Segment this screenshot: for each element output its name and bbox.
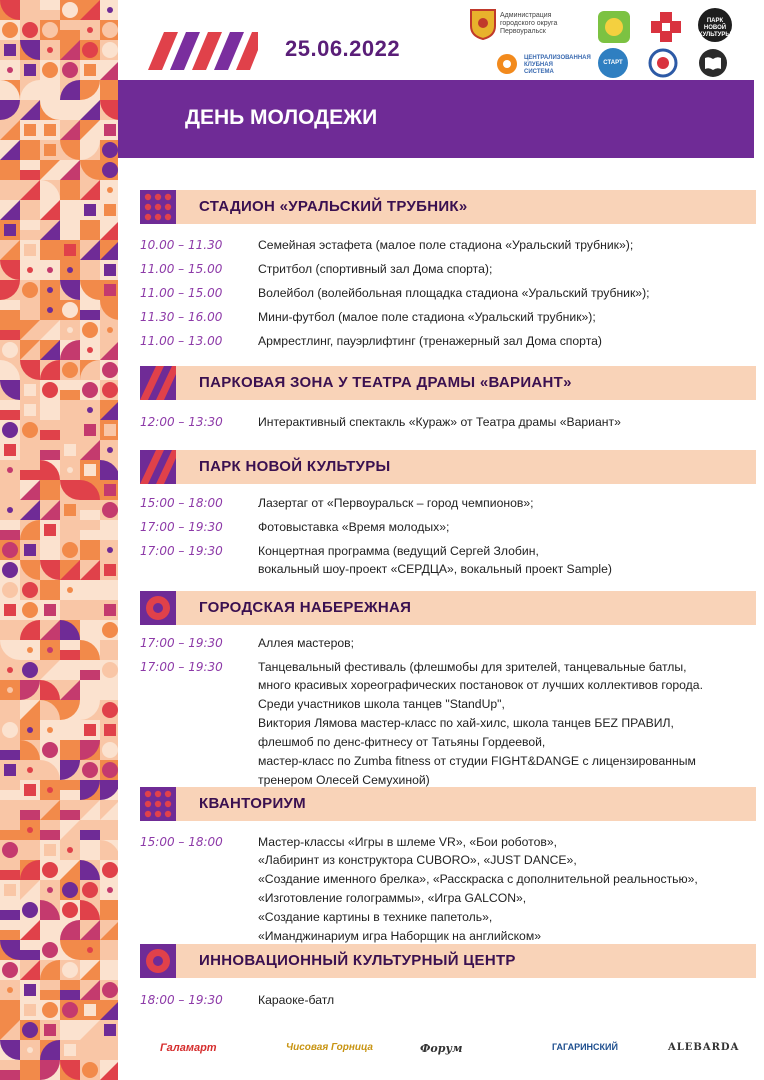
pattern-shape xyxy=(87,947,93,953)
pattern-shape xyxy=(104,1024,116,1036)
event-description: Мастер-классы «Игры в шлеме VR», «Бои роботов», xyxy=(258,835,558,849)
event-description: Лазертаг от «Первоуральск – город чемпионов»; xyxy=(258,496,534,510)
pattern-shape xyxy=(87,347,93,353)
pattern-shape xyxy=(47,307,53,313)
event-description: Армрестлинг, пауэрлифтинг (тренажерный зал Дома спорта) xyxy=(258,334,602,348)
pattern-shape xyxy=(62,182,78,198)
pattern-shape xyxy=(20,950,40,960)
pattern-shape xyxy=(84,424,96,436)
pattern-shape xyxy=(82,42,98,58)
pattern-shape xyxy=(80,690,100,700)
event-row xyxy=(140,413,621,431)
city-emblem-icon xyxy=(468,8,498,40)
pattern-shape xyxy=(87,27,93,33)
event-description: Стритбол (спортивный зал Дома спорта); xyxy=(258,262,493,276)
sponsor-logo: Форум xyxy=(420,1042,463,1055)
pattern-shape xyxy=(4,704,16,716)
pattern-shape xyxy=(27,727,33,733)
pattern-shape xyxy=(80,670,100,680)
event-description: Фотовыставка «Время молодых»; xyxy=(258,520,450,534)
stripe-graphic xyxy=(148,32,258,70)
section-title: ПАРКОВАЯ ЗОНА У ТЕАТРА ДРАМЫ «ВАРИАНТ» xyxy=(199,374,572,391)
emblem-round-icon xyxy=(648,48,678,78)
pattern-shape xyxy=(60,30,80,40)
section-icon xyxy=(140,787,176,821)
event-time: 12:00 – 13:30 xyxy=(140,415,223,429)
event-description-line: много красивых хореографических постановок от лучших коллективов города. xyxy=(258,678,703,692)
pattern-shape xyxy=(64,444,76,456)
section-title: ГОРОДСКАЯ НАБЕРЕЖНАЯ xyxy=(199,599,412,616)
pattern-shape xyxy=(82,882,98,898)
sponsor-logo: Чисовая Горница xyxy=(286,1042,373,1053)
pattern-shape xyxy=(2,482,18,498)
pattern-shape xyxy=(104,524,116,536)
pattern-shape xyxy=(107,547,113,553)
pattern-shape xyxy=(60,390,80,400)
pattern-shape xyxy=(20,470,40,480)
pattern-shape xyxy=(102,742,118,758)
event-row xyxy=(140,518,449,536)
pattern-shape xyxy=(47,787,53,793)
event-time: 11.00 – 13.00 xyxy=(140,334,223,348)
event-description: Аллея мастеров; xyxy=(258,636,355,650)
pattern-shape xyxy=(22,22,38,38)
pattern-shape xyxy=(27,267,33,273)
event-row xyxy=(140,494,534,512)
pattern-shape xyxy=(0,410,20,420)
pattern-shape xyxy=(0,870,20,880)
pattern-shape xyxy=(67,847,73,853)
event-description-line: «Создание картины в технике папетоль», xyxy=(258,910,493,924)
event-time: 15:00 – 18:00 xyxy=(140,835,223,849)
pattern-shape xyxy=(84,464,96,476)
pattern-shape xyxy=(47,47,53,53)
pattern-shape xyxy=(104,724,116,736)
pattern-shape xyxy=(42,82,58,98)
pattern-shape xyxy=(2,722,18,738)
pattern-shape xyxy=(22,662,38,678)
event-row xyxy=(140,658,687,676)
pattern-shape xyxy=(7,67,13,73)
event-description-line: «Создание именного брелка», «Расскраска с дополнительной реальностью», xyxy=(258,872,698,886)
pattern-shape xyxy=(27,647,33,653)
pattern-shape xyxy=(104,604,116,616)
event-row xyxy=(140,284,650,302)
pattern-shape xyxy=(47,887,53,893)
section-header-5 xyxy=(140,787,756,821)
section-title: СТАДИОН «УРАЛЬСКИЙ ТРУБНИК» xyxy=(199,198,468,215)
cross-logo-icon xyxy=(648,10,684,44)
event-description: Волейбол (волейбольная площадка стадиона «Уральский трубник»); xyxy=(258,286,650,300)
pattern-shape xyxy=(22,582,38,598)
pattern-shape xyxy=(24,64,36,76)
event-row xyxy=(140,308,596,326)
pattern-shape xyxy=(40,410,60,420)
pattern-shape xyxy=(64,204,76,216)
pattern-shape xyxy=(24,244,36,256)
pattern-shape xyxy=(67,467,73,473)
pattern-shape xyxy=(104,264,116,276)
pattern-shape xyxy=(84,724,96,736)
pattern-shape xyxy=(42,1002,58,1018)
pattern-shape xyxy=(20,810,40,820)
event-description-line: мастер-класс по Zumba fitness от студии FIGHT&DANGE с лицензированным xyxy=(258,754,696,768)
pattern-shape xyxy=(0,930,20,940)
pattern-shape xyxy=(104,424,116,436)
pattern-shape xyxy=(102,982,118,998)
pattern-shape xyxy=(7,467,13,473)
pattern-shape xyxy=(47,287,53,293)
pattern-shape xyxy=(62,2,78,18)
section-header-1 xyxy=(140,190,756,224)
section-header-6 xyxy=(140,944,756,978)
decorative-pattern xyxy=(0,0,118,1080)
pattern-shape xyxy=(4,44,16,56)
pattern-shape xyxy=(40,450,60,460)
section-title: ПАРК НОВОЙ КУЛЬТУРЫ xyxy=(199,458,391,475)
event-time: 17:00 – 19:30 xyxy=(140,636,223,650)
pattern-shape xyxy=(102,382,118,398)
pattern-shape xyxy=(40,990,60,1000)
pattern-shape xyxy=(80,310,100,320)
pattern-shape xyxy=(102,662,118,678)
event-date: 25.06.2022 xyxy=(285,36,401,61)
page-title: ДЕНЬ МОЛОДЕЖИ xyxy=(185,106,378,129)
event-time: 11.30 – 16.00 xyxy=(140,310,223,324)
pattern-shape xyxy=(7,987,13,993)
section-icon xyxy=(140,366,176,400)
event-time: 18:00 – 19:30 xyxy=(140,993,223,1007)
pattern-shape xyxy=(4,444,16,456)
pattern-shape xyxy=(24,384,36,396)
pattern-shape xyxy=(104,284,116,296)
pattern-shape xyxy=(2,562,18,578)
pattern-shape xyxy=(62,62,78,78)
pattern-shape xyxy=(20,210,40,220)
pattern-shape xyxy=(104,124,116,136)
pattern-shape xyxy=(60,990,80,1000)
event-time: 11.00 – 15.00 xyxy=(140,262,223,276)
pattern-shape xyxy=(7,667,13,673)
sponsor-logo: ALEBARDA xyxy=(668,1042,740,1053)
event-row xyxy=(140,332,602,350)
youth-logo-icon xyxy=(597,10,631,44)
pattern-shape xyxy=(0,830,20,840)
event-description-line: «Лабиринт из конструктора CUBORO», «JUST DANCE», xyxy=(258,853,577,867)
event-description-line: флешмоб по денс-фитнесу от Татьяны Гордеевой, xyxy=(258,735,546,749)
pattern-shape xyxy=(84,64,96,76)
pattern-shape xyxy=(0,750,20,760)
pattern-shape xyxy=(7,687,13,693)
pattern-shape xyxy=(80,830,100,840)
pattern-shape xyxy=(44,1024,56,1036)
pattern-shape xyxy=(42,942,58,958)
pattern-shape xyxy=(2,542,18,558)
pattern-shape xyxy=(22,422,38,438)
section-header-4 xyxy=(140,591,756,625)
pattern-shape xyxy=(24,544,36,556)
pattern-shape xyxy=(40,430,60,440)
pattern-shape xyxy=(107,327,113,333)
pattern-shape xyxy=(67,727,73,733)
pattern-shape xyxy=(104,484,116,496)
pattern-shape xyxy=(67,107,73,113)
pattern-shape xyxy=(42,742,58,758)
pattern-shape xyxy=(67,327,73,333)
section-icon xyxy=(140,450,176,484)
pattern-shape xyxy=(4,884,16,896)
pattern-shape xyxy=(62,302,78,318)
event-time: 17:00 – 19:30 xyxy=(140,520,223,534)
pattern-shape xyxy=(87,407,93,413)
pattern-shape xyxy=(24,404,36,416)
pattern-shape xyxy=(24,144,36,156)
pattern-shape xyxy=(47,647,53,653)
event-description-line: Среди участников школа танцев "StandUp", xyxy=(258,697,505,711)
pattern-shape xyxy=(62,962,78,978)
pattern-shape xyxy=(22,902,38,918)
pattern-shape xyxy=(4,604,16,616)
pattern-shape xyxy=(67,267,73,273)
event-description-line: «Иманджинариум игра Наборщик на английском» xyxy=(258,929,541,943)
pattern-shape xyxy=(62,882,78,898)
pattern-shape xyxy=(24,784,36,796)
pattern-shape xyxy=(24,984,36,996)
pattern-shape xyxy=(20,850,40,860)
pattern-shape xyxy=(102,702,118,718)
pattern-shape xyxy=(104,1044,116,1056)
pattern-shape xyxy=(24,1004,36,1016)
pattern-shape xyxy=(47,267,53,273)
section-icon xyxy=(140,944,176,978)
pattern-shape xyxy=(64,244,76,256)
event-row xyxy=(140,833,557,851)
pattern-shape xyxy=(80,510,100,520)
event-description-line: вокальный шоу-проект «СЕРДЦА», вокальный проект Sample) xyxy=(258,562,612,576)
event-row xyxy=(140,236,633,254)
pattern-shape xyxy=(62,542,78,558)
pattern-shape xyxy=(62,362,78,378)
pattern-shape xyxy=(40,830,60,840)
pattern-shape xyxy=(40,10,60,20)
pattern-shape xyxy=(42,62,58,78)
event-description-line: «Изготовление голограммы», «Игра GALCON», xyxy=(258,891,527,905)
pattern-shape xyxy=(82,382,98,398)
pattern-shape xyxy=(42,862,58,878)
pattern-shape xyxy=(0,910,20,920)
pattern-shape xyxy=(102,162,118,178)
pattern-shape xyxy=(82,762,98,778)
pattern-shape xyxy=(102,22,118,38)
pattern-shape xyxy=(62,1002,78,1018)
pattern-shape xyxy=(0,530,20,540)
pattern-shape xyxy=(64,504,76,516)
pattern-shape xyxy=(100,590,118,600)
pattern-shape xyxy=(22,282,38,298)
sponsor-logo: ГАГАРИНСКИЙ xyxy=(552,1042,618,1052)
pattern-shape xyxy=(102,622,118,638)
pattern-shape xyxy=(4,764,16,776)
section-title: КВАНТОРИУМ xyxy=(199,795,306,812)
pattern-shape xyxy=(7,507,13,513)
pattern-shape xyxy=(44,844,56,856)
sponsor-logo: Галамарт xyxy=(160,1042,217,1054)
pattern-shape xyxy=(82,1062,98,1078)
pattern-shape xyxy=(62,522,78,538)
pattern-shape xyxy=(0,790,20,800)
pattern-shape xyxy=(60,810,80,820)
section-icon xyxy=(140,591,176,625)
pattern-shape xyxy=(20,230,40,240)
pattern-shape xyxy=(2,342,18,358)
section-header-2 xyxy=(140,366,756,400)
pattern-shape xyxy=(107,7,113,13)
pattern-shape xyxy=(2,22,18,38)
pattern-shape xyxy=(44,524,56,536)
pattern-shape xyxy=(84,204,96,216)
pattern-shape xyxy=(104,204,116,216)
pattern-shape xyxy=(0,1070,20,1080)
event-description: Караоке-батл xyxy=(258,993,335,1007)
pattern-shape xyxy=(60,650,80,660)
pattern-shape xyxy=(102,142,118,158)
event-description: Интерактивный спектакль «Кураж» от Театра драмы «Вариант» xyxy=(258,415,621,429)
pattern-shape xyxy=(4,224,16,236)
event-description: Мини-футбол (малое поле стадиона «Уральский трубник»); xyxy=(258,310,596,324)
pattern-shape xyxy=(82,322,98,338)
pattern-shape xyxy=(107,187,113,193)
section-header-3 xyxy=(140,450,756,484)
pattern-shape xyxy=(42,382,58,398)
pattern-shape xyxy=(104,564,116,576)
event-description: Семейная эстафета (малое поле стадиона «Уральский трубник»); xyxy=(258,238,634,252)
event-row xyxy=(140,260,492,278)
event-row xyxy=(140,634,354,652)
pattern-shape xyxy=(20,170,40,180)
pattern-shape xyxy=(62,902,78,918)
event-time: 11.00 – 15.00 xyxy=(140,286,223,300)
event-description-line: Виктория Лямова мастер-класс по хай-хилс, школа танцев БЕZ ПРАВИЛ, xyxy=(258,716,674,730)
pattern-shape xyxy=(80,530,100,540)
park-logo-text: ПАРК НОВОЙ КУЛЬТУРЫ xyxy=(698,18,732,38)
pattern-shape xyxy=(67,227,73,233)
pattern-shape xyxy=(60,410,80,420)
pattern-shape xyxy=(67,587,73,593)
pattern-shape xyxy=(44,144,56,156)
pattern-shape xyxy=(64,1044,76,1056)
pattern-shape xyxy=(102,862,118,878)
event-time: 17:00 – 19:30 xyxy=(140,660,223,674)
pattern-shape xyxy=(2,962,18,978)
pattern-shape xyxy=(102,502,118,518)
book-logo-icon xyxy=(698,48,728,78)
pattern-shape xyxy=(2,582,18,598)
pattern-shape xyxy=(27,7,33,13)
section-icon xyxy=(140,190,176,224)
pattern-shape xyxy=(2,422,18,438)
pattern-shape xyxy=(42,582,58,598)
event-time: 15:00 – 18:00 xyxy=(140,496,223,510)
pattern-shape xyxy=(22,1022,38,1038)
pattern-shape xyxy=(107,447,113,453)
pattern-shape xyxy=(2,842,18,858)
pattern-shape xyxy=(64,744,76,756)
pattern-shape xyxy=(84,1004,96,1016)
admin-logo-text: Администрация городского округа Первоуральск xyxy=(500,12,558,35)
start-logo xyxy=(598,48,628,78)
pattern-shape xyxy=(44,124,56,136)
start-logo-text: СТАРТ xyxy=(603,60,623,66)
club-logo-icon xyxy=(494,52,520,76)
event-description: Танцевальный фестиваль (флешмобы для зрителей, танцевальные батлы, xyxy=(258,660,687,674)
pattern-shape xyxy=(87,227,93,233)
pattern-shape xyxy=(47,727,53,733)
event-time: 17:00 – 19:30 xyxy=(140,544,223,558)
pattern-shape xyxy=(107,967,113,973)
pattern-shape xyxy=(27,767,33,773)
pattern-shape xyxy=(102,362,118,378)
pattern-shape xyxy=(0,330,20,340)
pattern-shape xyxy=(27,1047,33,1053)
pattern-shape xyxy=(102,762,118,778)
event-description-line: тренером Олесей Семухиной) xyxy=(258,773,430,787)
event-row xyxy=(140,991,334,1009)
pattern-shape xyxy=(0,310,20,320)
pattern-shape xyxy=(24,124,36,136)
pattern-shape xyxy=(0,630,20,640)
pattern-shape xyxy=(42,22,58,38)
pattern-shape xyxy=(22,302,38,318)
pattern-shape xyxy=(102,42,118,58)
pattern-shape xyxy=(27,827,33,833)
event-row xyxy=(140,542,539,560)
event-description: Концертная программа (ведущий Сергей Злобин, xyxy=(258,544,539,558)
pattern-shape xyxy=(60,790,80,800)
section-title: ИННОВАЦИОННЫЙ КУЛЬТУРНЫЙ ЦЕНТР xyxy=(199,952,516,969)
pattern-shape xyxy=(20,1070,40,1080)
pattern-shape xyxy=(107,887,113,893)
pattern-shape xyxy=(40,490,60,500)
event-time: 10.00 – 11.30 xyxy=(140,238,223,252)
club-logo-text: ЦЕНТРАЛИЗОВАННАЯ КЛУБНАЯ СИСТЕМА xyxy=(524,55,591,75)
park-logo xyxy=(698,8,732,42)
pattern-shape xyxy=(22,602,38,618)
pattern-shape xyxy=(44,604,56,616)
